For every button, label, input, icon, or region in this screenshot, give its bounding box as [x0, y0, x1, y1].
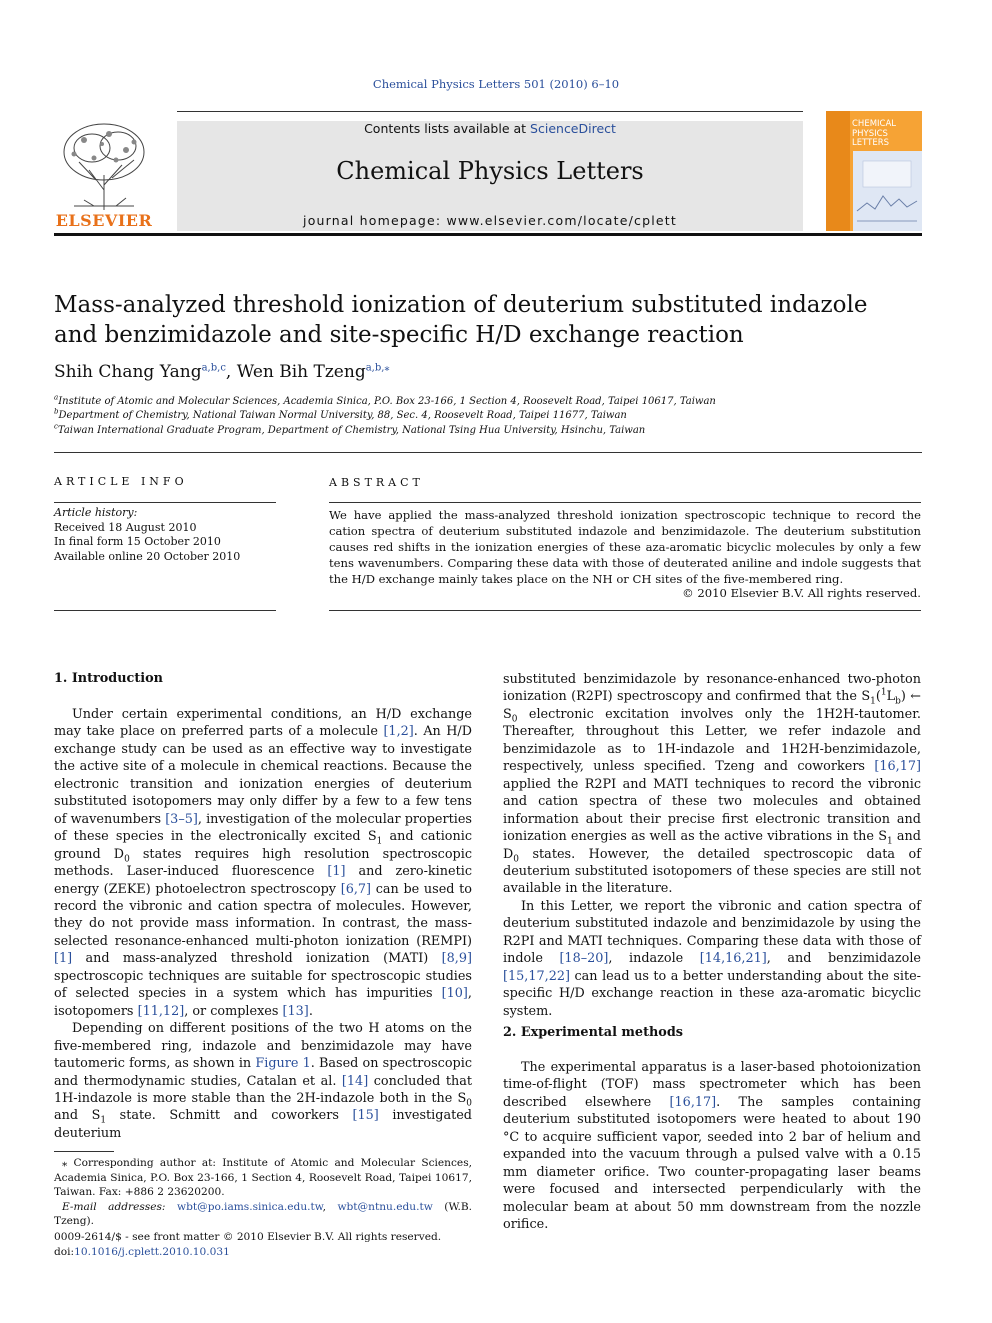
- reference-link[interactable]: [1]: [54, 951, 73, 967]
- abstract-heading: ABSTRACT: [329, 476, 424, 489]
- doi-line: [54, 1245, 441, 1260]
- affiliation-b: [54, 407, 627, 421]
- reference-link[interactable]: [13]: [282, 1003, 309, 1019]
- reference-link[interactable]: [14,16,21]: [699, 951, 767, 967]
- title-line: and benzimidazole and site-specific H/D exchange reaction: [54, 322, 744, 348]
- reference-link[interactable]: [16,17]: [669, 1094, 717, 1110]
- received-date: Received 18 August 2010: [54, 520, 197, 534]
- article-title: [54, 290, 914, 350]
- title-line: Mass-analyzed threshold ionization of deuterium substituted indazole: [54, 292, 868, 318]
- affiliation-text: Taiwan International Graduate Program, Department of Chemistry, National Tsing Hua University, Hsinchu, Taiwan: [57, 425, 646, 436]
- footnote: [54, 1156, 472, 1229]
- author-name[interactable]: Shih Chang Yang: [54, 362, 202, 382]
- experimental-heading: 2. Experimental methods: [503, 1025, 683, 1040]
- page-footer: [54, 1230, 441, 1259]
- journal-header-box: [177, 121, 803, 231]
- email-separator: ,: [322, 1200, 338, 1213]
- paragraph: The experimental apparatus is a laser-based photoionization time-of-flight (TOF) mass spectrometer which has been described elsewhere [16,17]. The samples containing deuterium substituted isotopomers were heated to about 190 °C to acquire sufficient vapor, seeded into 2 bar of helium and expanded into the vacuum through a pulsed valve with a 0.15 mm diameter orifice. Two counter-propagating laser beams were focused and intersected perpendicularly with the molecular beam at about 50 mm downstream from the nozzle orifice.: [503, 1060, 921, 1233]
- cover-band: [826, 111, 850, 231]
- cover-title-line: LETTERS: [852, 138, 890, 148]
- affiliation-text: Institute of Atomic and Molecular Sciences, Academia Sinica, P.O. Box 23-166, 1 Section 4, Roosevelt Road, Taipei 10617, Taiwan: [58, 396, 716, 407]
- reference-link[interactable]: [3–5]: [165, 811, 198, 827]
- affiliation-mark: b: [54, 407, 59, 416]
- author-affiliation-marks[interactable]: a,b,c: [201, 362, 226, 374]
- contents-line: [177, 121, 803, 136]
- reference-link[interactable]: [11,12]: [137, 1003, 185, 1019]
- reference-link[interactable]: [16,17]: [874, 759, 921, 775]
- article-info-heading: ARTICLE INFO: [54, 475, 188, 488]
- reference-link[interactable]: [6,7]: [340, 881, 372, 897]
- reference-link[interactable]: [15,17,22]: [503, 968, 570, 984]
- cover-graph-icon: [853, 151, 922, 231]
- footnote-rule: [54, 1151, 114, 1152]
- journal-title: Chemical Physics Letters: [336, 157, 644, 185]
- info-bottom-rule: [54, 610, 276, 611]
- abstract-rule: [329, 502, 921, 503]
- journal-homepage[interactable]: journal homepage: www.elsevier.com/locate/cplett: [303, 213, 677, 228]
- elsevier-logo[interactable]: [54, 120, 154, 230]
- header-bottom-rule: [54, 233, 922, 236]
- doi-link[interactable]: 10.1016/j.cplett.2010.10.031: [74, 1245, 230, 1258]
- cover-title-line: PHYSICS: [852, 128, 888, 139]
- journal-citation[interactable]: Chemical Physics Letters 501 (2010) 6–10: [372, 77, 620, 91]
- history-label: Article history:: [54, 506, 138, 519]
- affiliation-a: [54, 393, 716, 407]
- reference-link[interactable]: [1]: [327, 864, 346, 880]
- cover-title-line: CHEMICAL: [852, 119, 897, 129]
- affiliation-mark: a: [54, 393, 59, 402]
- paragraph: Depending on different positions of the two H atoms on the five-membered ring, indazole and benzimidazole may have tautomeric forms, as shown in Figure 1. Based on spectroscopic and thermodynamic studies, Catalan et al. [14] concluded that 1H-indazole is more stable than the 2H-indazole both in the $S_0$ and $S_1$ state. Schmitt and coworkers [15] investigated deuterium: [54, 1021, 472, 1141]
- article-history: [54, 506, 240, 564]
- affiliation-mark: c: [54, 422, 58, 431]
- reference-link[interactable]: [18–20]: [559, 951, 609, 967]
- cover-title: [852, 120, 896, 149]
- contents-prefix: Contents lists available at: [364, 121, 531, 136]
- abstract-bottom-rule: [329, 610, 921, 611]
- tree-icon: [54, 120, 154, 212]
- reference-link[interactable]: [1,2]: [383, 724, 414, 740]
- affiliation-text: Department of Chemistry, National Taiwan Normal University, 88, Sec. 4, Roosevelt Road, Taipei 11677, Taiwan: [58, 410, 627, 421]
- author-list: [54, 362, 389, 382]
- corresponding-author-note: ⁎ Corresponding author at: Institute of Atomic and Molecular Sciences, Academia Sinica, P.O. Box 23-166, 1 Section 4, Roosevelt Road, Taipei 10617, Taiwan. Fax: +886 2 23620200.: [54, 1157, 472, 1198]
- email-link[interactable]: wbt@ntnu.edu.tw: [337, 1200, 433, 1213]
- info-top-rule: [54, 452, 922, 453]
- cover-figure: [853, 151, 922, 231]
- intro-body: [54, 706, 472, 1142]
- intro-body-continued: [503, 671, 921, 1020]
- affiliation-c: [54, 422, 646, 436]
- reference-link[interactable]: [15]: [352, 1108, 379, 1124]
- paragraph: substituted benzimidazole by resonance-enhanced two-photon ionization (R2PI) spectroscopy and confirmed that the $S_1(^1L_b)$ ← $S_0$ electronic excitation involves only the 1H2H-tautomer. Thereafter, throughout this Letter, we refer indazole and benzimidazole as to 1H-indazole and 1H2H-benzimidazole, respectively, unless specified. Tzeng and coworkers [16,17] applied the R2PI and MATI techniques to record the vibronic and cation spectra of these two molecules and obtained information about their precise first electronic transition and ionization energies as well as the active vibrations in the $S_1$ and $D_0$ states. However, the detailed spectroscopic data of deuterium substituted isotopomers of these species are still not available in the literature.: [503, 672, 921, 897]
- figure-link[interactable]: Figure 1: [255, 1056, 311, 1072]
- experimental-body: [503, 1059, 921, 1234]
- paragraph: Under certain experimental conditions, an H/D exchange may take place on preferred parts of a molecule [1,2]. An H/D exchange study can be used as an effective way to investigate the active site of a molecule in chemical reactions. Because the electronic transition and ionization energies of deuterium substituted isotopomers may only differ by a few to a few tens of wavenumbers [3–5], investigation of the molecular properties of these species in the electronically excited $S_1$ and cationic ground $D_0$ states requires high resolution spectroscopic methods. Laser-induced fluorescence [1] and zero-kinetic energy (ZEKE) photoelectron spectroscopy [6,7] can be used to record the vibronic and cation spectra of molecules. However, they do not provide mass information. In contrast, the mass-selected resonance-enhanced multi-photon ionization (REMPI) [1] and mass-analyzed threshold ionization (MATI) [8,9] spectroscopic techniques are suitable for spectroscopic studies of selected species in a system which has impurities [10], isotopomers [11,12], or complexes [13].: [54, 707, 473, 1019]
- email-link[interactable]: wbt@po.iams.sinica.edu.tw: [177, 1200, 323, 1213]
- reference-link[interactable]: [8,9]: [441, 951, 472, 967]
- paragraph: In this Letter, we report the vibronic and cation spectra of deuterium substituted indazole and benzimidazole by using the R2PI and MATI techniques. Comparing these data with those of indole [18–20], indazole [14,16,21], and benzimidazole [15,17,22] can lead us to a better understanding about the site-specific H/D exchange reaction in these aza-aromatic bicyclic system.: [503, 898, 921, 1019]
- journal-cover[interactable]: [826, 111, 922, 231]
- issn-line: 0009-2614/$ - see front matter © 2010 Elsevier B.V. All rights reserved.: [54, 1231, 442, 1243]
- email-line: [54, 1200, 472, 1229]
- doi-label: doi:: [54, 1245, 75, 1258]
- email-owner: (W.B. Tzeng).: [54, 1200, 472, 1227]
- elsevier-wordmark: ELSEVIER: [55, 211, 153, 230]
- author-affiliation-marks[interactable]: a,b,⁎: [365, 362, 390, 374]
- info-rule: [54, 502, 276, 503]
- sciencedirect-link[interactable]: ScienceDirect: [530, 121, 616, 136]
- abstract-text: We have applied the mass-analyzed threshold ionization spectroscopic technique to record the cation spectra of deuterium substituted indazole and benzimidazole. The deuterium substitution causes red shifts in the ionization energies of these aza-aromatic bicyclic molecules by only a few tens wavenumbers. Comparing these data with those of deuterated aniline and indole suggests that the H/D exchange mainly takes place on the NH or CH sites of the five-membered ring.: [329, 508, 921, 586]
- introduction-heading: 1. Introduction: [54, 671, 163, 686]
- email-label: E-mail addresses:: [62, 1200, 178, 1213]
- reference-link[interactable]: [14]: [341, 1073, 369, 1089]
- online-date: Available online 20 October 2010: [54, 549, 241, 563]
- author-name[interactable]: Wen Bih Tzeng: [236, 362, 366, 382]
- reference-link[interactable]: [10]: [441, 986, 468, 1002]
- final-form-date: In final form 15 October 2010: [54, 535, 221, 549]
- author-separator: ,: [225, 362, 237, 382]
- abstract-copyright: © 2010 Elsevier B.V. All rights reserved.: [682, 586, 921, 600]
- header-top-rule: [177, 111, 803, 112]
